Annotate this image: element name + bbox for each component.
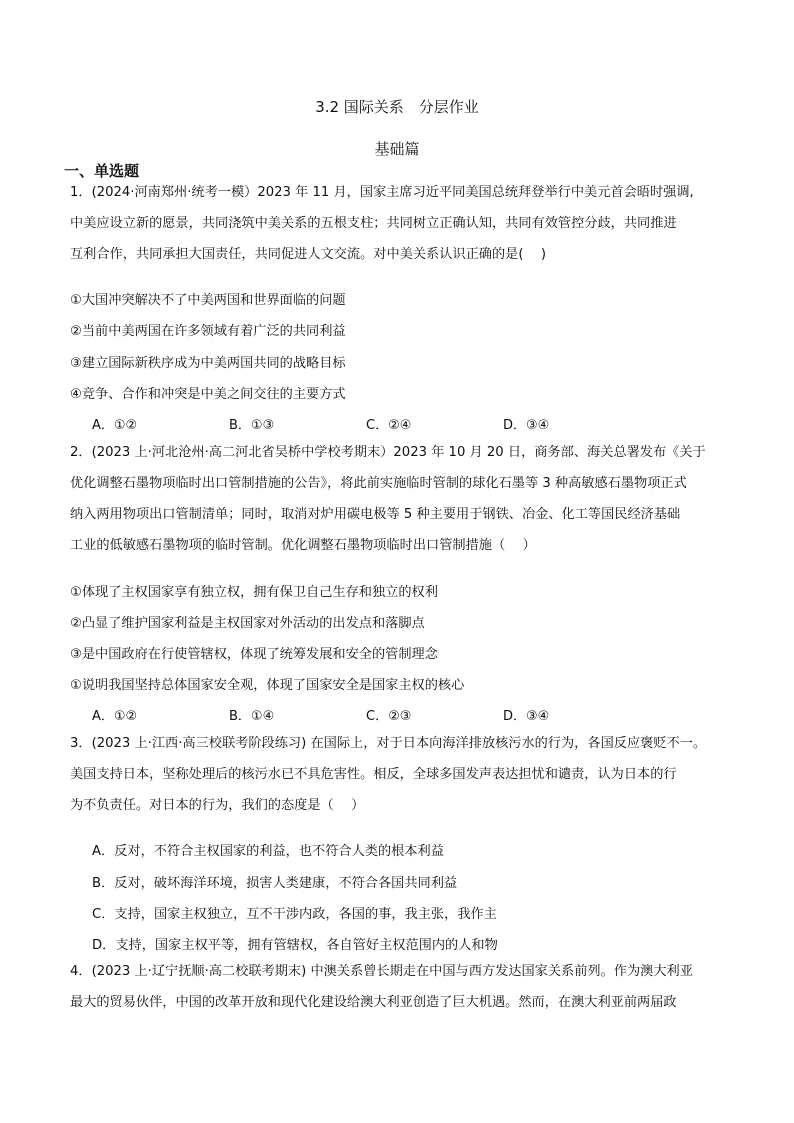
question-1-choices <box>92 414 640 433</box>
question-2-line: 工业的低敏感石墨物项的临时管制。优化调整石墨物项临时出口管制措施（ ） <box>70 538 536 553</box>
question-1-stem <box>70 177 734 270</box>
question-1-statement: ②当前中美两国在许多领域有着广泛的共同利益 <box>70 324 346 339</box>
question-4-line: 4．(2023 上·辽宁抚顺·高二校联考期末) 中澳关系曾长期走在中国与西方发达国家关系前列。作为澳大利亚 <box>70 964 693 979</box>
question-1-line: 互利合作，共同承担大国责任，共同促进人文交流。对中美关系认识正确的是( ) <box>70 247 547 262</box>
question-2-statement: ①体现了主权国家享有独立权，拥有保卫自己生存和独立的权利 <box>70 585 438 600</box>
question-1-statement: ④竞争、合作和冲突是中美之间交往的主要方式 <box>70 387 346 402</box>
question-3-line: 美国支持日本，坚称处理后的核污水已不具危害性。相反，全球多国发声表达担忧和谴责，认为日本的行 <box>70 767 677 782</box>
question-3-line: 为不负责任。对日本的行为，我们的态度是（ ） <box>70 798 365 813</box>
question-2-choices <box>92 705 640 724</box>
choice-b[interactable]: B．①④ <box>229 709 275 724</box>
question-1-line: 1．(2024·河南郑州·统考一模）2023 年 11 月，国家主席习近平同美国总统拜登举行中美元首会晤时强调, <box>70 185 694 200</box>
question-1-statement: ①大国冲突解决不了中美两国和世界面临的问题 <box>70 293 346 308</box>
question-4-stem <box>70 956 734 1018</box>
question-3-stem <box>70 728 734 821</box>
question-2-statement: ①说明我国坚持总体国家安全观，体现了国家安全是国家主权的核心 <box>70 678 465 693</box>
question-1-line: 中美应设立新的愿景，共同浇筑中美关系的五根支柱；共同树立正确认知，共同有效管控分歧，共同推进 <box>70 216 677 231</box>
choice-d[interactable]: D．③④ <box>503 709 550 724</box>
section-heading: 一、单选题 <box>64 162 140 180</box>
page-title: 3.2 国际关系 分层作业 <box>315 98 479 116</box>
question-3-option-c[interactable]: C．支持，国家主权独立，互不干涉内政，各国的事，我主张，我作主 <box>92 907 497 922</box>
choice-b[interactable]: B．①③ <box>229 418 275 433</box>
question-4-line: 最大的贸易伙伴，中国的改革开放和现代化建设给澳大利亚创造了巨大机遇。然而，在澳大利亚前两届政 <box>70 995 677 1010</box>
question-1-statement: ③建立国际新秩序成为中美两国共同的战略目标 <box>70 356 346 371</box>
question-3-option-b[interactable]: B．反对，破坏海洋环境，损害人类建康，不符合各国共同利益 <box>92 876 458 891</box>
question-3-line: 3．(2023 上·江西·高三校联考阶段练习) 在国际上，对于日本向海洋排放核污水的行为，各国反应褒贬不一。 <box>70 736 707 751</box>
choice-c[interactable]: C．②④ <box>366 418 412 433</box>
choice-c[interactable]: C．②③ <box>366 709 412 724</box>
page-subtitle: 基础篇 <box>374 140 420 158</box>
choice-a[interactable]: A．①② <box>92 418 138 433</box>
question-2-line: 2．(2023 上·河北沧州·高二河北省吴桥中学校考期末）2023 年 10 月 20 日，商务部、海关总署发布《关于 <box>70 445 706 460</box>
question-2-statement: ②凸显了维护国家利益是主权国家对外活动的出发点和落脚点 <box>70 616 425 631</box>
question-3-option-a[interactable]: A．反对，不符合主权国家的利益，也不符合人类的根本利益 <box>92 844 444 859</box>
question-2-line: 优化调整石墨物项临时出口管制措施的公告》，将此前实施临时管制的球化石墨等 3 种高敏感石墨物项正式 <box>70 476 687 491</box>
choice-d[interactable]: D．③④ <box>503 418 550 433</box>
question-3-option-d[interactable]: D．支持，国家主权平等，拥有管辖权，各自管好主权范围内的人和物 <box>92 938 498 953</box>
question-2-line: 纳入两用物项出口管制清单；同时，取消对炉用碳电极等 5 种主要用于钢铁、冶金、化工等国民经济基础 <box>70 507 681 522</box>
question-2-statement: ③是中国政府在行使管辖权，体现了统筹发展和安全的管制理念 <box>70 647 438 662</box>
question-2-stem <box>70 437 734 561</box>
choice-a[interactable]: A．①② <box>92 709 138 724</box>
